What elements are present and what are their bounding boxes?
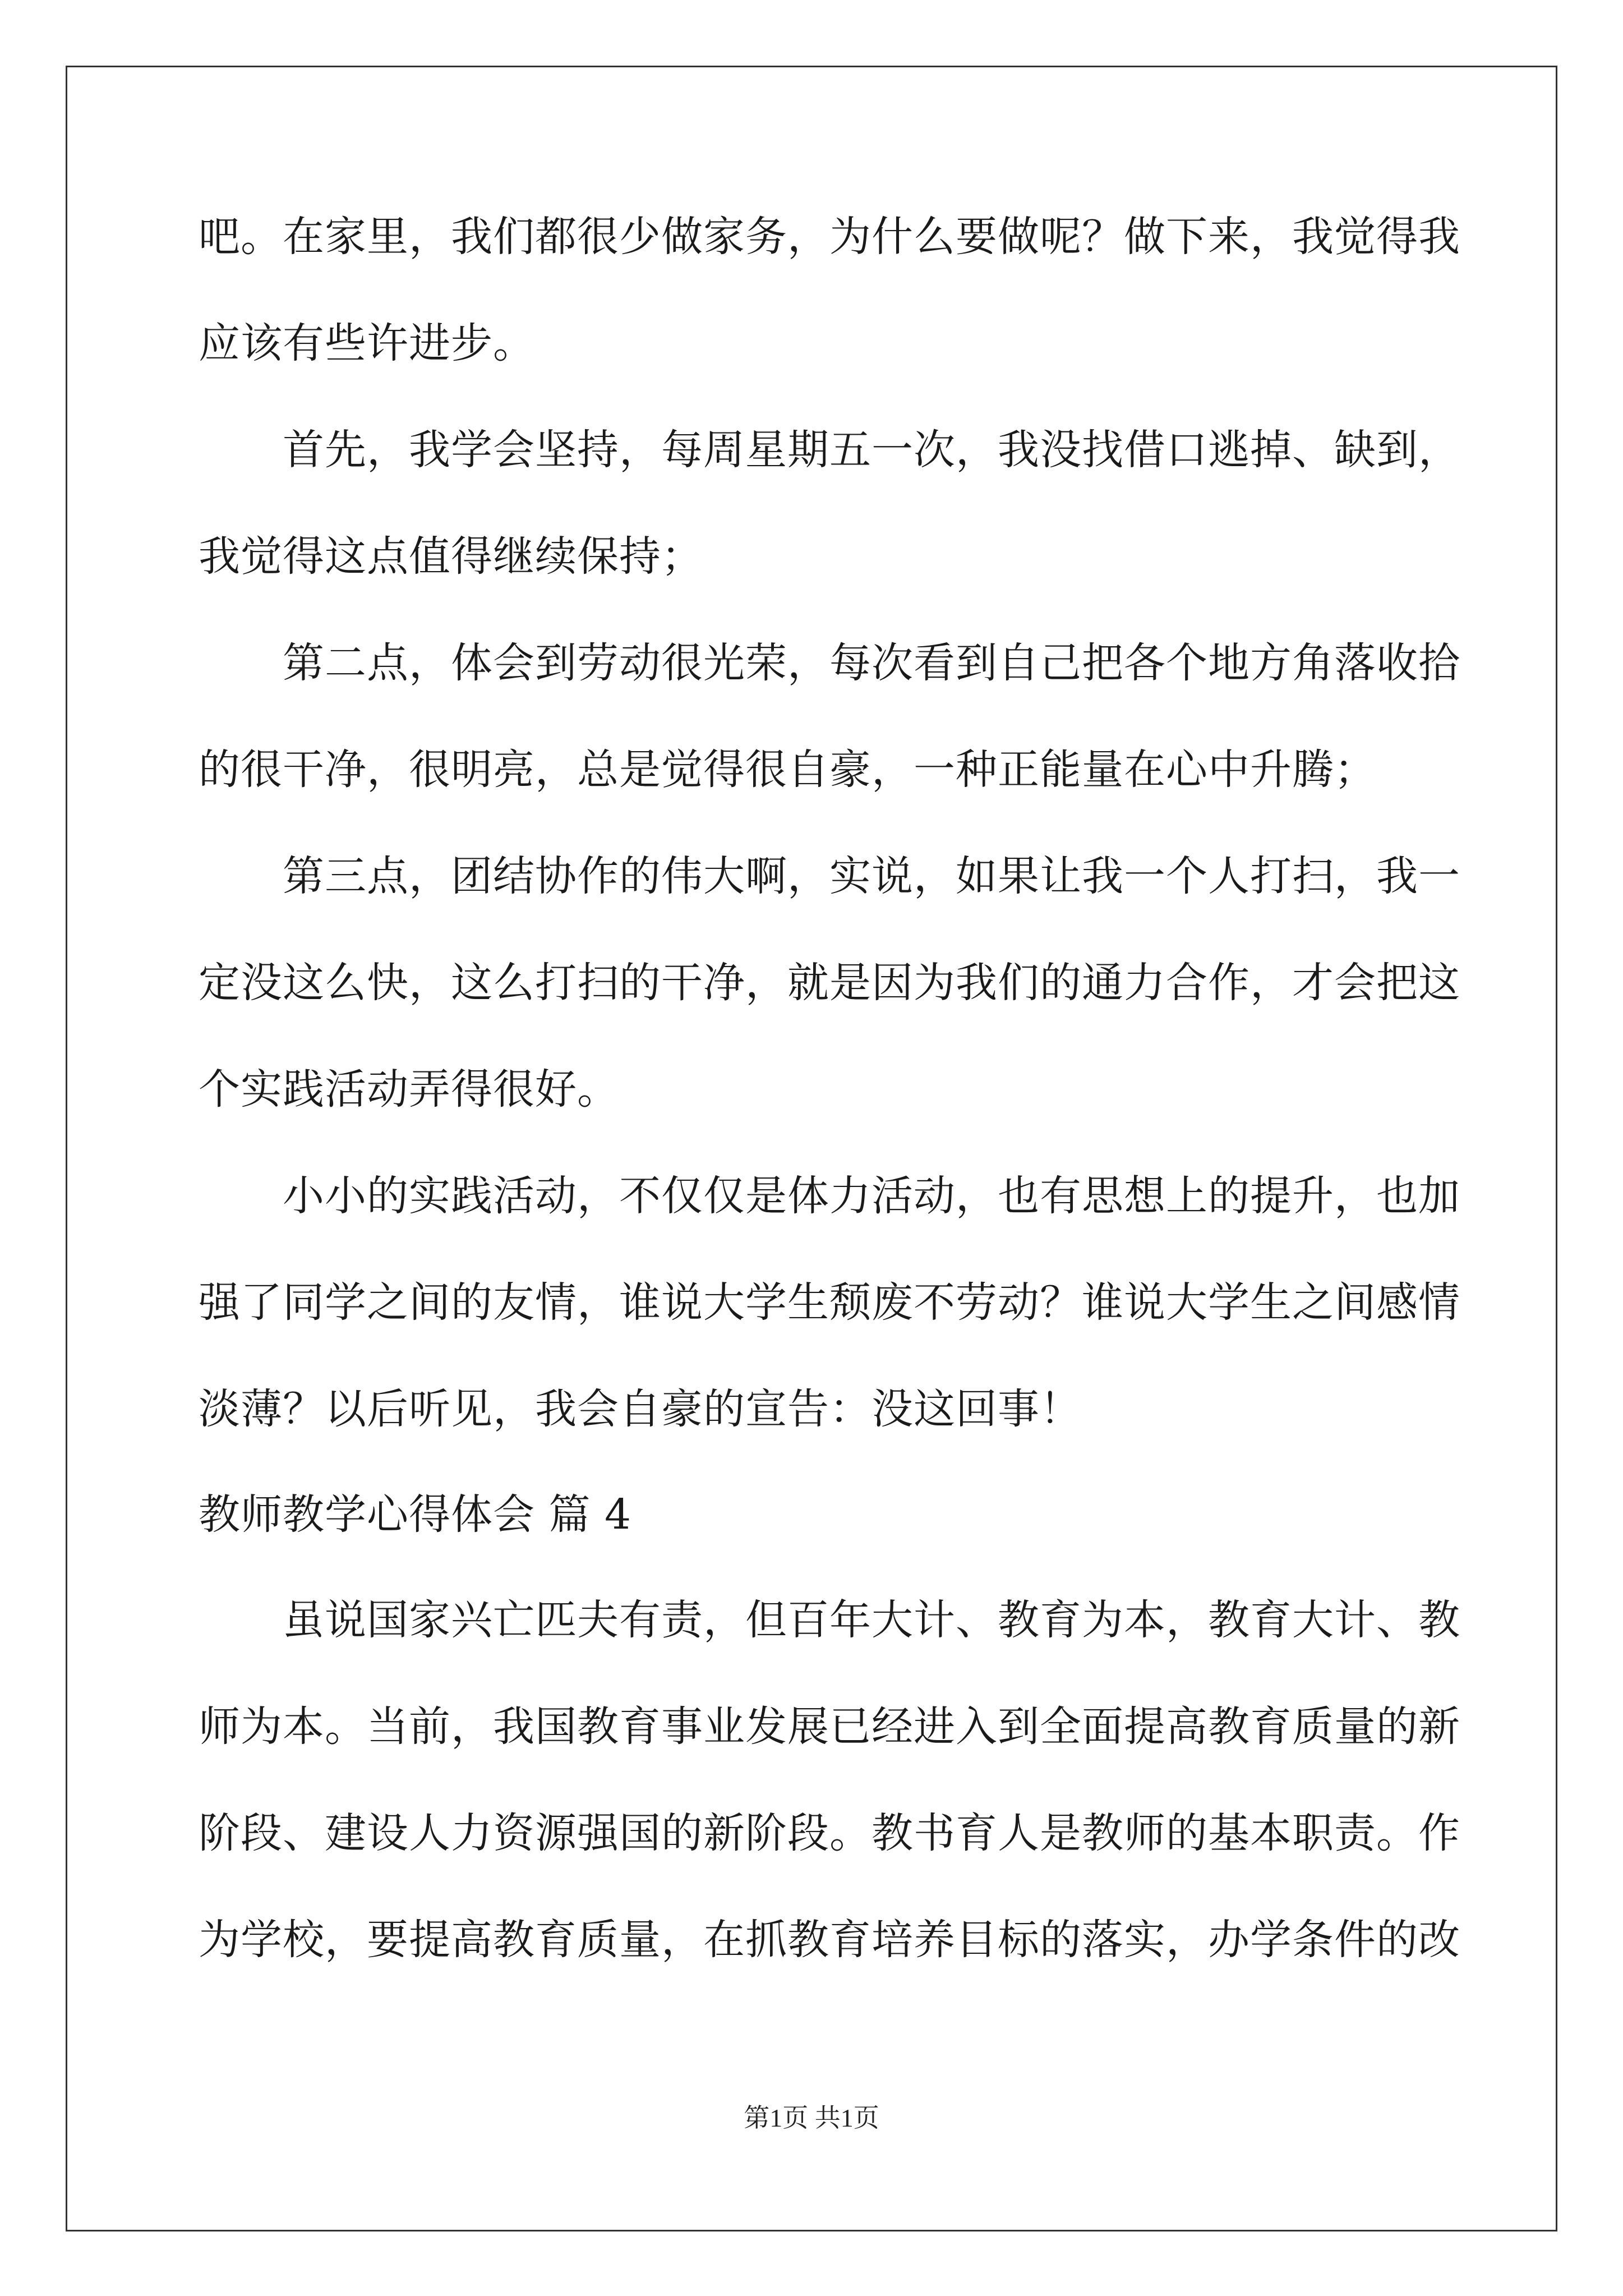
page-border — [66, 66, 1557, 2231]
body-line: 的很干净，很明亮，总是觉得很自豪，一种正能量在心中升腾； — [199, 746, 1376, 794]
body-line: 淡薄？以后听见，我会自豪的宣告：没这回事！ — [199, 1385, 1082, 1433]
body-line: 定没这么快，这么打扫的干净，就是因为我们的通力合作，才会把这 — [199, 959, 1460, 1007]
body-line: 强了同学之间的友情，谁说大学生颓废不劳动？谁说大学生之间感情 — [199, 1278, 1460, 1327]
page-footer: 第1页 共1页 — [744, 2104, 879, 2132]
paragraph-first-line: 小小的实践活动，不仅仅是体力活动，也有思想上的提升，也加 — [283, 1172, 1460, 1220]
paragraph-first-line: 第三点，团结协作的伟大啊，实说，如果让我一个人打扫，我一 — [283, 852, 1460, 900]
body-line: 应该有些许进步。 — [199, 319, 535, 367]
body-line: 为学校，要提高教育质量，在抓教育培养目标的落实，办学条件的改 — [199, 1916, 1460, 1964]
body-line: 个实践活动弄得很好。 — [199, 1065, 619, 1114]
body-line: 我觉得这点值得继续保持； — [199, 532, 703, 581]
paragraph-first-line: 虽说国家兴亡匹夫有责，但百年大计、教育为本，教育大计、教 — [283, 1596, 1460, 1644]
body-line: 师为本。当前，我国教育事业发展已经进入到全面提高教育质量的新 — [199, 1703, 1460, 1751]
paragraph-first-line: 首先，我学会坚持，每周星期五一次，我没找借口逃掉、缺到， — [283, 426, 1460, 474]
body-line: 吧。在家里，我们都很少做家务，为什么要做呢？做下来，我觉得我 — [199, 213, 1460, 261]
body-line: 阶段、建设人力资源强国的新阶段。教书育人是教师的基本职责。作 — [199, 1809, 1460, 1857]
section-heading: 教师教学心得体会 篇 4 — [199, 1490, 632, 1539]
paragraph-first-line: 第二点，体会到劳动很光荣，每次看到自己把各个地方角落收拾 — [283, 639, 1460, 687]
